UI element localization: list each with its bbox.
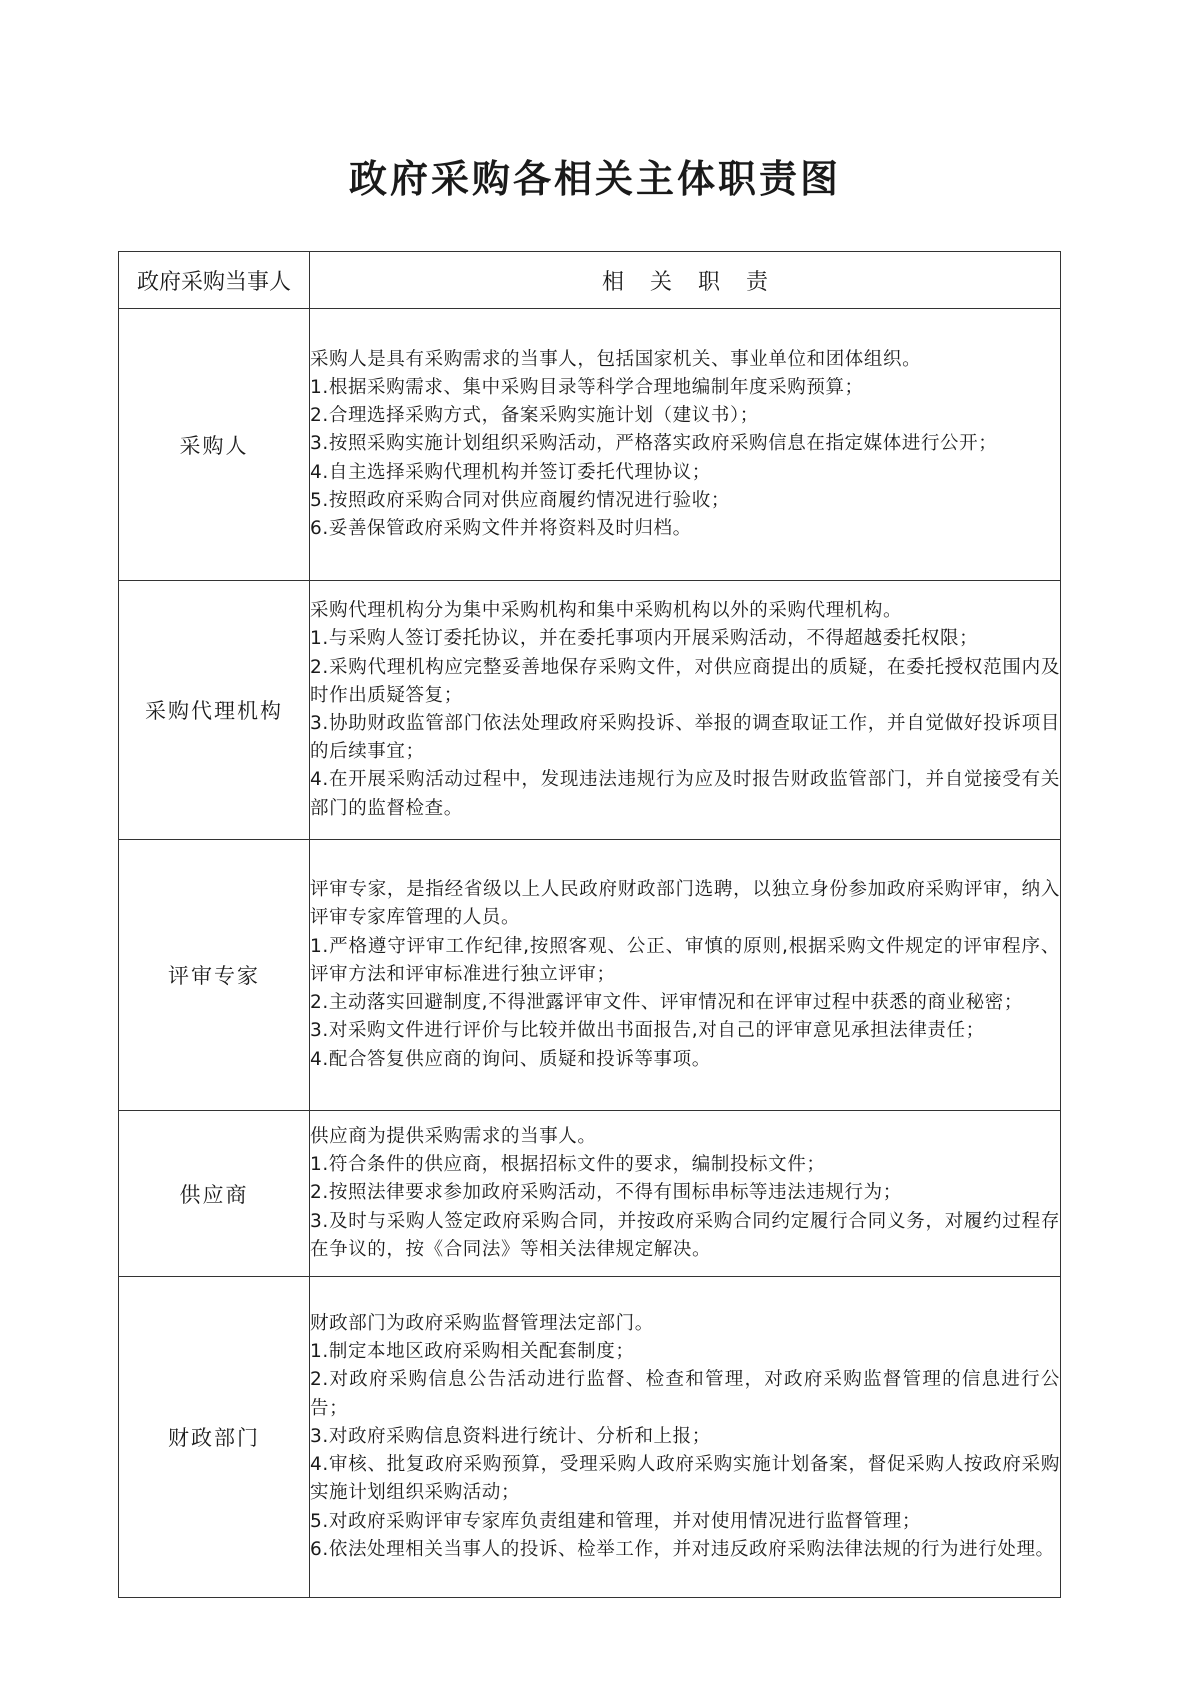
duties-finance [310,1277,1061,1598]
party-agency: 采购代理机构 [119,581,310,840]
duties-supplier [310,1111,1061,1277]
duty-line: 4.审核、批复政府采购预算，受理采购人政府采购实施计划备案，督促采购人按政府采购实施计划组织采购活动； [310,1454,1060,1504]
duty-line: 2.主动落实回避制度,不得泄露评审文件、评审情况和在评审过程中获悉的商业秘密； [310,992,1023,1014]
party-finance: 财政部门 [119,1277,310,1598]
duty-line: 6.妥善保管政府采购文件并将资料及时归档。 [310,518,692,539]
table-row-experts [119,840,1061,1111]
duty-line: 1.根据采购需求、集中采购目录等科学合理地编制年度采购预算； [310,376,864,398]
header-party: 政府采购当事人 [119,252,310,309]
duty-line: 2.采购代理机构应完整妥善地保存采购文件，对供应商提出的质疑，在委托授权范围内及时作出质疑答复； [310,656,1060,706]
duty-line: 1.与采购人签订委托协议，并在委托事项内开展采购活动，不得超越委托权限； [310,628,979,650]
duty-line: 1.符合条件的供应商，根据招标文件的要求，编制投标文件； [310,1154,826,1176]
duty-line: 4.配合答复供应商的询问、质疑和投诉等事项。 [310,1048,711,1070]
party-experts: 评审专家 [119,840,310,1111]
duty-line: 采购代理机构分为集中采购机构和集中采购机构以外的采购代理机构。 [310,600,903,622]
party-supplier: 供应商 [119,1111,310,1277]
duties-experts [310,840,1061,1111]
duty-line: 2.合理选择采购方式，备案采购实施计划（建议书）； [310,405,759,427]
responsibility-table [118,251,1061,1598]
duty-line: 评审专家，是指经省级以上人民政府财政部门选聘，以独立身份参加政府采购评审，纳入评审专家库管理的人员。 [310,879,1060,929]
page-title: 政府采购各相关主体职责图 [348,156,841,201]
table-row-purchaser [119,309,1061,581]
duty-line: 3.及时与采购人签定政府采购合同，并按政府采购合同约定履行合同义务，对履约过程存在争议的，按《合同法》等相关法律规定解决。 [310,1210,1060,1260]
duty-line: 财政部门为政府采购监督管理法定部门。 [310,1313,654,1335]
duty-line: 4.在开展采购活动过程中，发现违法违规行为应及时报告财政监管部门，并自觉接受有关部门的监督检查。 [310,769,1060,819]
table-row-agency [119,581,1061,840]
duty-line: 3.按照采购实施计划组织采购活动，严格落实政府采购信息在指定媒体进行公开； [310,433,998,455]
duty-line: 2.对政府采购信息公告活动进行监督、检查和管理，对政府采购监督管理的信息进行公告； [310,1369,1060,1419]
table-header-row [119,252,1061,309]
party-purchaser: 采购人 [119,309,310,581]
table-row-finance [119,1277,1061,1598]
duty-line: 3.对采购文件进行评价与比较并做出书面报告,对自己的评审意见承担法律责任； [310,1020,985,1042]
duties-agency [310,581,1061,840]
duty-line: 1.制定本地区政府采购相关配套制度； [310,1341,635,1363]
duty-line: 1.严格遵守评审工作纪律,按照客观、公正、审慎的原则,根据采购文件规定的评审程序、评审方法和评审标准进行独立评审； [310,935,1060,985]
duty-line: 供应商为提供采购需求的当事人。 [310,1125,597,1147]
table-row-supplier [119,1111,1061,1277]
duty-line: 2.按照法律要求参加政府采购活动，不得有围标串标等违法违规行为； [310,1182,902,1204]
duty-line: 5.对政府采购评审专家库负责组建和管理，并对使用情况进行监督管理； [310,1510,921,1532]
header-duties: 相关职责 [310,252,1061,309]
duty-line: 5.按照政府采购合同对供应商履约情况进行验收； [310,489,730,511]
duty-line: 3.协助财政监管部门依法处理政府采购投诉、举报的调查取证工作，并自觉做好投诉项目的后续事宜； [310,713,1060,763]
duty-line: 6.依法处理相关当事人的投诉、检举工作，并对违反政府采购法律法规的行为进行处理。 [310,1538,1055,1560]
duty-line: 3.对政府采购信息资料进行统计、分析和上报； [310,1425,711,1447]
duty-line: 采购人是具有采购需求的当事人，包括国家机关、事业单位和团体组织。 [310,348,922,370]
duty-line: 4.自主选择采购代理机构并签订委托代理协议； [310,461,711,483]
duties-purchaser [310,309,1061,581]
